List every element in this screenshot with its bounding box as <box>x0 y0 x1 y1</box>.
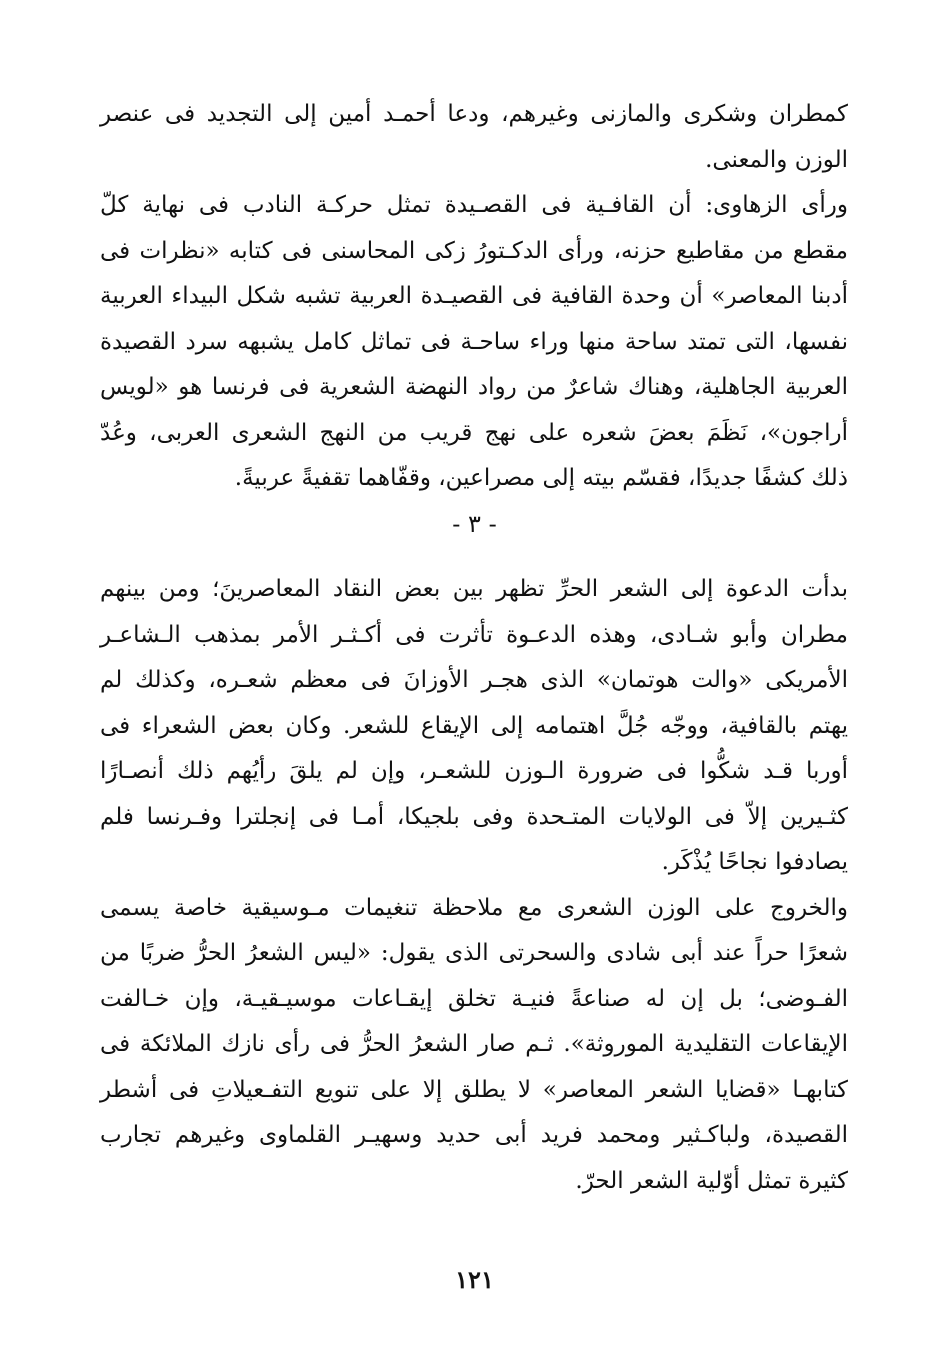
paragraph-block-top <box>100 92 848 502</box>
text-line: مطران وأبو شـادى، وهذه الدعـوة تأثرت فى أكـثـر الأمر بمذهب الـشاعـر <box>100 621 848 648</box>
text-line: ورأى الزهاوى: أن القافـية فى القصـيدة تمثل حركـة النادب فى نهاية كلّ <box>100 192 848 218</box>
text-line: القصيدة، ولباكـثير ومحمد فريد أبى حديد وسهيـر القلماوى وغيرهم تجارب <box>100 1122 848 1148</box>
text-line: العربية الجاهلية، وهناك شاعرٌ من رواد النهضة الشعرية فى فرنسا هو «لويس <box>100 374 848 400</box>
text-line: كمطران وشكرى والمازنى وغيرهم، ودعا أحمـد أمين إلى التجديد فى عنصر <box>100 101 848 127</box>
text-line: مقطع من مقاطيع حزنه، ورأى الدكـتورُ زكى المحاسنى فى كتابه «نظرات فى <box>100 237 848 264</box>
text-line: والخروج على الوزن الشعرى مع ملاحظة تنغيمات مـوسيقية خاصة يسمى <box>100 894 848 921</box>
text-line: كتابهـا «قضايا الشعر المعاصر» لا يطلق إلا على تنويع التفـعيلاتِ فى أشطر <box>100 1076 848 1103</box>
text-line: شعرًا حراً عند أبى شادى والسحرتى الذى يقول: «ليس الشعرُ الحرُّ ضربًا من <box>100 940 848 966</box>
section-number: - ٣ - <box>452 510 497 538</box>
text-line: كثيرة تمثل أوّلية الشعر الحرّ. <box>575 1167 848 1194</box>
text-line: يصادفوا نجاحًا يُذْكَر. <box>661 849 848 875</box>
text-line: الوزن والمعنى. <box>705 146 848 173</box>
text-line: الإيقاعات التقليدية الموروثة». ثـم صار الشعرُ الحرُّ فى رأى نازك الملائكة فى <box>100 1031 848 1057</box>
text-line: أراجون»، نَظَمَ بعضَ شعره على نهج قريب من النهج الشعرى العربى، وعُدّ <box>100 419 848 446</box>
text-line: نفسها، التى تمتد ساحة منها وراء ساحـة فى تماثل كامل يشبهه سرد القصيدة <box>100 328 848 355</box>
paragraph-block-bottom <box>100 567 848 1204</box>
text-line: أدبنا المعاصر» أن وحدة القافية فى القصيـدة العربية تشبه شكل البيداء العربية <box>100 283 848 309</box>
text-line: كثـيرين إلاّ فى الولايات المتـحدة وفى بلجيكا، أمـا فى إنجلترا وفـرنسا فلم <box>100 803 848 830</box>
text-line: الأمريكى «والت هوتمان» الذى هجـر الأوزانَ فى معظم شعـره، وكذلك لم <box>100 667 848 693</box>
text-line: بدأت الدعوة إلى الشعر الحرِّ تظهر بين بعض النقاد المعاصرينَ؛ ومن بينهم <box>100 576 848 602</box>
text-line: يهتم بالقافية، ووجّه جُلَّ اهتمامه إلى الإيقاع للشعر. وكان بعض الشعراء فى <box>100 712 848 739</box>
page-number: ١٢١ <box>455 1265 494 1294</box>
text-line: أوربا قـد شكُّوا فى ضرورة الـوزن للشعـر، وإن لم يلقَ رأيُهم ذلك أنصـارًا <box>100 758 848 784</box>
text-line: الفـوضى؛ بل إن له صناعةً فنيـة تخلق إيقـاعات موسيـقيـة، وإن خـالفت <box>100 985 848 1012</box>
text-line: ذلك كشفًا جديدًا، فقسّم بيته إلى مصراعين، وقفّاهما تقفيةً عربيةً. <box>234 465 848 491</box>
